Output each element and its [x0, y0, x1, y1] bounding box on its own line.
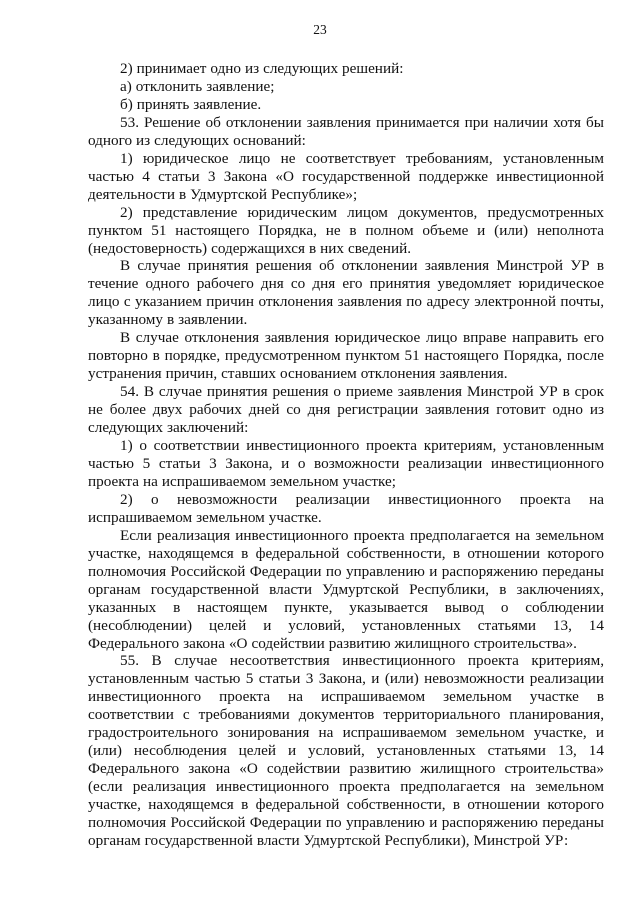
- paragraph-clause-55: 55. В случае несоответствия инвестиционного проекта критериям, установленным частью 5 статьи 3 Закона, и (или) невозможности реализации инвестиционного проекта на испрашиваемом земельном участке в соответствии с требованиями документов территориального планирования, градостроительного зонирования на испрашиваемом земельном участке, и (или) несоблюдения целей и условий, установленных статьями 13, 14 Федерального закона «О содействии развитию жилищного строительства» (если реализация инвестиционного проекта предполагается на земельном участке, находящемся в федеральной собственности, в отношении которого полномочия Российской Федерации по управлению и распоряжению переданы органам государственной власти Удмуртской Республики), Минстрой УР:: [88, 652, 604, 849]
- page-number: 23: [313, 22, 327, 37]
- paragraph-clause-53: 53. Решение об отклонении заявления принимается при наличии хотя бы одного из следующих оснований:: [88, 113, 604, 149]
- paragraph-option-accept: б) принять заявление.: [120, 95, 262, 113]
- paragraph-federal-land: Если реализация инвестиционного проекта предполагается на земельном участке, находящемся в федеральной собственности, в отношении которого полномочия Российской Федерации по управлению и распоряжению переданы органам государственной власти Удмуртской Республики, в заключениях, указанных в настоящем пункте, указывается вывод о соблюдении (несоблюдении) целей и условий, установленных статьями 13, 14 Федерального закона «О содействии развитию жилищного строительства».: [88, 526, 604, 652]
- document-body: [88, 60, 604, 850]
- paragraph-ground-2: 2) представление юридическим лицом документов, предусмотренных пунктом 51 настоящего Порядка, не в полном объеме и (или) неполнота (недостоверность) содержащихся в них сведений.: [88, 203, 604, 257]
- paragraph-decision-options: 2) принимает одно из следующих решений:: [120, 60, 404, 77]
- paragraph-rejection-notice: В случае принятия решения об отклонении заявления Минстрой УР в течение одного рабочего дня со дня его принятия уведомляет юридическое лицо с указанием причин отклонения заявления по адресу электронной почты, указанному в заявлении.: [88, 257, 604, 329]
- paragraph-ground-1: 1) юридическое лицо не соответствует требованиям, установленным частью 4 статьи 3 Закона «О государственной поддержке инвестиционной деятельности в Удмуртской Республике»;: [88, 149, 604, 203]
- paragraph-option-reject: а) отклонить заявление;: [120, 77, 275, 95]
- paragraph-clause-54: 54. В случае принятия решения о приеме заявления Минстрой УР в срок не более двух рабочих дней со дня регистрации заявления готовит одно из следующих заключений:: [88, 383, 604, 437]
- paragraph-conclusion-2: 2) о невозможности реализации инвестиционного проекта на испрашиваемом земельном участке.: [88, 490, 604, 526]
- paragraph-conclusion-1: 1) о соответствии инвестиционного проекта критериям, установленным частью 5 статьи 3 Закона, и о возможности реализации инвестиционного проекта на испрашиваемом земельном участке;: [88, 437, 604, 490]
- paragraph-resubmission: В случае отклонения заявления юридическое лицо вправе направить его повторно в порядке, предусмотренном пунктом 51 настоящего Порядка, после устранения причин, ставших основанием отклонения заявления.: [88, 329, 604, 383]
